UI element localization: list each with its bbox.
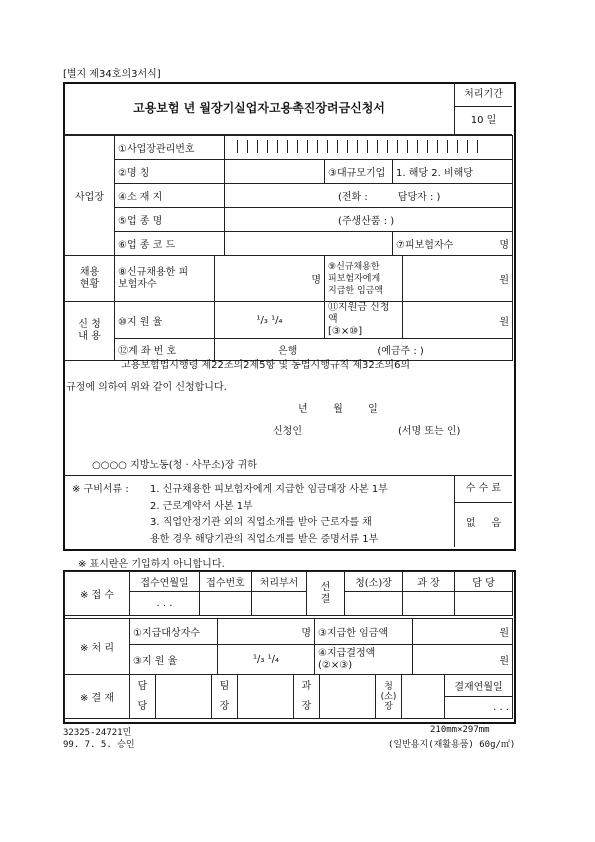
application-section-label: 신 청 내 용 <box>65 302 115 361</box>
decision-label: ④지급결정액 (②×③) <box>315 645 413 675</box>
targets-input[interactable] <box>218 619 315 645</box>
chief-sign[interactable] <box>345 592 403 616</box>
processing-period-label: 처리기간 <box>455 84 512 107</box>
footer-code: 32325-24721민 <box>63 728 132 738</box>
address-label: ④소 재 지 <box>115 184 225 208</box>
form-title: 고용보험 년 월장기실업자고용촉진장려금신청서 <box>64 82 455 135</box>
fee-label: 수 수 료 <box>455 478 512 503</box>
paid-unit: 원 <box>499 628 509 639</box>
approval-date-input[interactable]: . . . <box>445 697 513 719</box>
paid-input[interactable] <box>413 619 513 645</box>
approval-chief-label: 청 (소) 장 <box>376 675 402 719</box>
processing-period-value: 10 일 <box>455 107 512 135</box>
receipt-table <box>64 571 513 616</box>
targets-label: ①지급대상자수 <box>130 619 218 645</box>
office-note: ※ 표시란은 기입하지 아니합니다. <box>78 559 225 570</box>
receipt-no-input[interactable] <box>200 592 252 616</box>
rate-label: ⑩지 원 율 <box>115 302 215 339</box>
name-input[interactable] <box>225 160 325 184</box>
process-rate-input[interactable]: ¹/₃ ¹/₄ <box>218 645 315 675</box>
applicant-label: 신청인 <box>273 426 302 437</box>
amount-input[interactable] <box>403 302 513 339</box>
industry-code-label: ⑥업 종 코 드 <box>115 232 225 256</box>
manager-label: 과 장 <box>403 572 455 592</box>
process-rate-label: ③지 원 율 <box>130 645 218 675</box>
receipt-dept-label: 처리부서 <box>252 572 307 592</box>
approval-chief-sign[interactable] <box>402 675 445 719</box>
approval-team-label: 팀 장 <box>212 675 238 719</box>
amount-unit: 원 <box>499 316 509 328</box>
product-label: (주생산품 : ) <box>338 216 395 227</box>
contact-label: 담당자 : ) <box>397 192 441 203</box>
phone-label: (전화 : <box>338 192 368 203</box>
documents-label: ※ 구비서류 : <box>72 484 129 495</box>
large-company-options[interactable]: 1. 해당 2. 비해당 <box>393 160 513 184</box>
approval-label: 선 결 <box>307 572 345 616</box>
receipt-dept-input[interactable] <box>252 592 307 616</box>
insured-count[interactable] <box>393 232 513 256</box>
receipt-no-label: 접수번호 <box>200 572 252 592</box>
footer-size: 210mm×297mm <box>430 725 490 735</box>
approval-team-sign[interactable] <box>238 675 294 719</box>
application-table <box>64 301 513 361</box>
document-item-1: 1. 신규채용한 피보험자에게 지급한 임금대장 사본 1부 <box>150 484 388 495</box>
approval-staff-label: 담 당 <box>130 675 156 719</box>
receipt-label: ※ 접 수 <box>65 572 130 616</box>
address-input[interactable] <box>225 184 513 208</box>
footer-paper: (일반용지(재활용품) 60g/㎡) <box>388 740 516 750</box>
insured-label: ⑦피보험자수 <box>396 240 454 251</box>
workplace-table <box>64 135 513 256</box>
fee-value: 없 음 <box>465 518 502 529</box>
bank-label: 은행 <box>278 346 298 357</box>
footer-approved: 99. 7. 5. 승인 <box>63 740 135 750</box>
new-insured-label: ⑧신규채용한 피 보험자수 <box>115 256 215 302</box>
process-label: ※ 처 리 <box>65 619 130 675</box>
workplace-section-label: 사업장 <box>65 136 115 256</box>
staff-sign[interactable] <box>455 592 513 616</box>
process-table <box>64 618 513 675</box>
wages-input[interactable] <box>403 256 513 302</box>
large-company-label: ③대규모기업 <box>325 160 393 184</box>
form-code: [별지 제34호의3서식] <box>63 69 161 80</box>
document-item-3: 3. 직업안정기관 외의 직업소개를 받아 근로자를 채 용한 경우 해당기관의 직업소개를 받은 증명서류 1부 <box>150 517 379 545</box>
industry-input[interactable] <box>225 208 513 232</box>
statement: 고용보험법시행령 제22조의2제5항 및 동법시행규칙 제32조의6의 규정에 의하여 위와 같이 신청합니다. <box>66 360 411 393</box>
rate-input[interactable]: ¹/₃ ¹/₄ <box>215 302 325 339</box>
approval-table <box>64 674 513 719</box>
wages-label: ⑨신규채용한 피보험자에게 지급한 임금액 <box>325 256 403 302</box>
hiring-table <box>64 255 513 302</box>
approval-section-label: 과 장 <box>294 675 320 719</box>
hiring-section-label: 채용 현황 <box>65 256 115 302</box>
document-item-2: 2. 근로계약서 사본 1부 <box>150 501 253 512</box>
wages-unit: 원 <box>499 275 509 286</box>
targets-unit: 명 <box>301 628 311 639</box>
new-insured-input[interactable] <box>215 256 325 302</box>
insured-unit: 명 <box>499 240 510 251</box>
amount-label: ⑪지원금 신청액 [③×⑩] <box>325 302 403 339</box>
approval-date-label: 결재연월일 <box>445 675 513 697</box>
decision-input[interactable] <box>413 645 513 675</box>
reg-no-input[interactable] <box>225 136 513 160</box>
recipient: ○○○○ 지방노동(청 · 사무소)장 귀하 <box>92 460 257 471</box>
new-insured-unit: 명 <box>311 275 321 286</box>
receipt-date-label: 접수연월일 <box>130 572 200 592</box>
name-label: ②명 칭 <box>115 160 225 184</box>
signature-label[interactable]: (서명 또는 인) <box>398 426 461 437</box>
approval-row-label: ※ 결 재 <box>65 675 130 719</box>
paid-label: ③지급한 임금액 <box>315 619 413 645</box>
manager-sign[interactable] <box>403 592 455 616</box>
holder-label: (예금주 : ) <box>377 346 424 357</box>
receipt-date-input[interactable]: . . . <box>130 592 200 616</box>
staff-label: 담 당 <box>455 572 513 592</box>
account-label: ⑫계 좌 번 호 <box>115 339 215 361</box>
decision-unit: 원 <box>499 656 509 667</box>
industry-code-input[interactable] <box>225 232 393 256</box>
approval-section-sign[interactable] <box>320 675 376 719</box>
industry-label: ⑤업 종 명 <box>115 208 225 232</box>
reg-no-label: ①사업장관리번호 <box>115 136 225 160</box>
chief-label: 청(소)장 <box>345 572 403 592</box>
date-line[interactable]: 년 월 일 <box>298 404 378 415</box>
approval-staff-sign[interactable] <box>156 675 212 719</box>
